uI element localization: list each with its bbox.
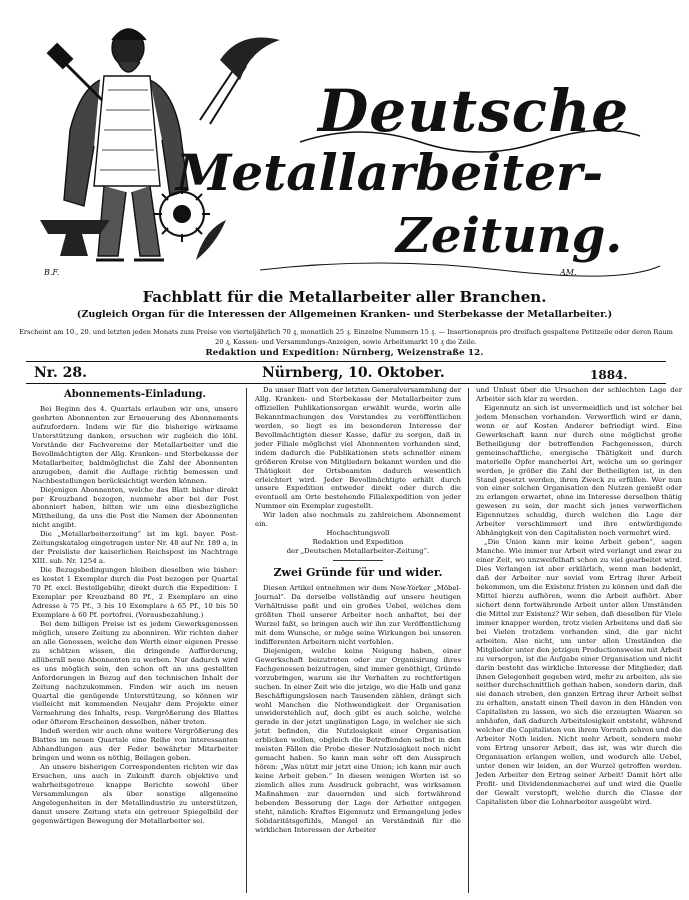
section-divider — [333, 560, 383, 561]
issue-place-date: Nürnberg, 10. Oktober. — [262, 365, 445, 381]
price-info: Erscheint am 10., 20. und letzten jeden Monats zum Preise von vierteljährlich 70 ₰, monatlich 25 ₰. Einzelne Nummern 15 ₰. — Insertionspreis pro dreifach gespaltene Petitzeile oder deren Raum 20 ₰, Kassen- und Versammlungs-Anzeigen, sowie Arbeitsmarkt 10 ₰ die Zeile. — [19, 328, 673, 346]
hammer-icon — [49, 45, 102, 100]
header-rule-bottom — [26, 383, 666, 384]
paragraph: Bei Beginn des 4. Quartals erlauben wir uns, unsere geehrten Abonnenten zur Erneuerung des Abonnements aufzufordern. Indem wir für die bisherige wirksame Unterstützung danken, ersuchen wir zugleich die löbl. Vorstände der Fachvereine der Metallarbeiter und die Bevollmächtigten der Allg. Kranken- und Sterbekasse der Metallarbeiter, baldmöglichst die Zahl der Abonnenten anzugeben, damit die Auflage richtig bemessen und Nachbestellungen berücksichtigt werden können. — [32, 405, 238, 485]
paragraph: „Die Union kann mir keine Arbeit geben“, sagen Manche. Wie immer nur Arbeit wird verlangt und zwar zu einer Zeit, wo unzweifelhaft schon zu viel gearbeitet wird. Dies Verlangen ist aber erklärlich, wenn man bedenkt, daß der Arbeiter nur soviel vom Ertrag ihrer Arbeit bekommen, um die Existenz fristen zu können und daß die Mittel hierzu aufhören, wenn die Arbeit aufhört. Aber sichert denn fortwährende Arbeit unter allen Umständen die Mittel zur Existenz? Wir sehen, daß dieselben für Viele immer knapper werden, trotz vielen Arbeitens und daß sie bei Vielen trotzdem vorhanden sind, die gar nicht arbeiten. Also nicht, um unter allen Umständen die Mitglieder unter den jetzigen Productionsweise mit Arbeit zu versorgen, ist die Aufgabe einer Organisation und nicht darin besteht das wirkliche Interesse der Mitglieder, daß ihnen Gelegenheit gegeben wird, mehr zu arbeiten, als sie seither durchschnittlich gethan haben, sondern darin, daß sie danach streben, den ganzen Ertrag ihrer Arbeit selbst zu erhalten, anstatt einen Theil davon in den Händen von Capitalisten zu lassen, wo sich die erzeugten Waaren so anhäufen, daß dadurch Arbeitslosigkeit entsteht, während welcher die Capitalisten von ihrem Vorrath zehren und die Arbeiter Noth leiden. Nicht mehr Arbeit, sondern mehr vom Ertrag unserer Arbeit, das ist, was wir durch die Organisation erlangen wollen, und wodurch alle Uebel, unter denen wir leiden, an der Wurzel getroffen werden. Jeden Arbeiter den Ertrag seiner Arbeit! Damit hört alle Profit- und Dividendenmacherei auf und wird die Quelle der Gewalt verstopft, welche durch die Classe der Capitalisten über die Lohnarbeiter ausgeübt wird. — [476, 538, 682, 806]
column-2 — [255, 386, 461, 835]
paragraph: Die Bezugsbedingungen bleiben dieselben wie bisher: es kostet 1 Exemplar durch die Post bezogen per Quartal 70 Pf. excl. Bestellgebühr, direkt durch die Expedition: 1 Exemplar per Kreuzband 80 Pf., 2 Exemplare an eine Adresse à 75 Pf., 3 bis 10 Exemplare à 65 Pf., 10 bis 50 Exemplare à 60 Pf. portofrei. (Vorausbezahlung.) — [32, 566, 238, 619]
column-1 — [32, 386, 238, 826]
paragraph: Eigennutz an sich ist unvermeidlich und ist solcher bei jedem Menschen vorhanden. Verwerflich wird er dann, wenn er auf Kosten Anderer befriedigt wird. Eine Gewerkschaft kann nur durch eine möglichst große Betheiligung der betreffenden Fachgenossen, durch gemeinschaftliche, energische Thätigkeit und durch materielle Opfer mancherlei Art, welche um so geringer werden, je größer die Zahl der Betheiligten ist, in den Stand gesetzt werden, ihren Zweck zu erfüllen. Wer nun von einer solchen Organisation den Nutzen genießt oder zu erlangen erwartet, ohne im Interesse derselben thätig gewesen zu sein, der macht sich jenes verwerflichen Eigennutzes schuldig, durch welchen die Lage der Arbeiter verschlimmert und ihre entwürdigende Abhängigkeit von den Capitalisten noch vermehrt wird. — [476, 403, 682, 538]
signature-line-1: Hochachtungsvoll — [326, 529, 390, 538]
masthead-title-line1: Deutsche — [318, 77, 630, 145]
issue-number: Nr. 28. — [34, 365, 87, 381]
masthead — [0, 0, 689, 288]
subtitle: Fachblatt für die Metallarbeiter aller Branchen. — [142, 288, 547, 306]
artist-credit-right: AM. — [560, 268, 577, 277]
paragraph: Indeß werden wir auch ohne weitere Vergrößerung des Blattes im neuen Quartale eine Reihe von interessanten Abhandlungen aus der Feder bewährter Mitarbeiter bringen und wenn es nöthig, Beilagen geben. — [32, 727, 238, 763]
paragraph: Da unser Blatt von der letzten Generalversammlung der Allg. Kranken- und Sterbekasse der Metallarbeiter zum offiziellen Publikationsorgan erwählt wurde, worin alle Bekanntmachungen des Vorstandes zu veröffentlichen werden, so liegt es im besonderen Interesse der Bevollmächtigten dieser Kasse, dafür zu sorgen, daß in jeder Filiale möglichst viel Abonnenten vorhanden sind, indem dadurch die Publikationen stets schneller einem größeren Kreise von Mitgliedern bekannt werden und die Thätigkeit der Ortsbeamten dadurch wesentlich erleichtert wird. Jeder Bevollmächtigte erhält durch unsere Expedition entweder direkt oder durch die eventuell am Orte bestehende Filialexpedition von jeder Nummer ein Exemplar zugestellt. — [255, 386, 461, 511]
paragraph: An unsere bisherigen Correspondenten richten wir das Ersuchen, uns auch in Zukunft durch objektive und wahrheitsgetreue knappe Berichte sowohl über Versammlungen als über sonstige allgemeine Angelegenheiten in der Metallindustrie zu unterstützen, damit unsere Zeitung stets ein getreuer Spiegelbild der gegenwärtigen Bewegung der Metallarbeiter sei. — [32, 763, 238, 825]
paragraph: Wir laden also nochmals zu zahlreichem Abonnement ein. — [255, 511, 461, 529]
column-1-heading: Abonnements-Einladung. — [64, 389, 206, 400]
paragraph: Die „Metallarbeiterzeitung“ ist im kgl. bayer. Post-Zeitungskatalog eingetragen unter Nr. 48 auf Nr. 189 a, in der Preisliste der kaiserlichen Reichspost im Nachtrage XIII. sub. Nr. 1254 a. — [32, 530, 238, 566]
signature-line-3: der „Deutschen Metallarbeiter-Zeitung“. — [286, 547, 430, 556]
column-2-heading: Zwei Gründe für und wider. — [273, 566, 443, 580]
masthead-title-line3: Zeitung. — [396, 208, 623, 264]
paragraph: Diesen Artikel entnehmen wir dem New-Yorker „Möbel-Journal“. Da derselbe vollständig auf unsere heutigen Verhältnisse paßt und ein großes Uebel, welches dem größten Theil unserer Arbeiter noch anhaftet, bei der Wurzel faßt, so bringen auch wir ihn zur Veröffentlichung mit dem Wunsche, er möge seine Wirkungen bei unseren indifferenten Arbeitern nicht verfehlen. — [255, 584, 461, 646]
issue-year: 1884. — [590, 368, 628, 382]
signature-line-2: Redaktion und Expedition — [312, 538, 404, 547]
redaktion-address: Redaktion und Expedition: Nürnberg, Weizenstraße 12. — [205, 348, 484, 358]
column-3 — [476, 386, 682, 807]
subtitle-organ: (Zugleich Organ für die Interessen der Allgemeinen Kranken- und Sterbekasse der Metallarbeiter.) — [76, 309, 613, 320]
column-divider-1 — [246, 388, 247, 893]
paragraph: Diejenigen, welche keine Neigung haben, einer Gewerkschaft beizutreten oder zur Organisirung ihres Fachgenossen beizutragen, sind immer genöthigt, Gründe vorzubringen, warum sie ihr Verhalten zu rechtfertigen suchen. In einer Zeit wie die jetzige, wo die Halb und ganz Beschäftigungslosen nach Tausenden zählen, drängt sich wohl Manchen die Nothwendigkeit der Organisation unwiderstehlich auf, doch gibt es auch solche, welche gerade in der jetzt ungünstigen Lage, in welcher sie sich jetzt befinden, die Nutzlosigkeit einer Organisation erblicken wollen, obgleich die Betreffenden selbst in den meisten Fällen die Probe dieser Nutzlosigkeit noch nicht gemacht haben. So kann man sehr oft den Ausspruch hören: „Was nützt mir jetzt eine Union; ich kann mir auch keine Arbeit geben.“ In diesen wenigen Worten ist so ziemlich alles zum Ausdruck gebracht, was wirksamen Maßnahmen zur dauernden und sich fortwährend hebenden Besserung der Lage der Arbeiter entgegen steht, nämlich: Kraftes Eigennutz und Ermangelung jedes Solidaritätsgefühls, Mangel an Verständniß für die wirklichen Interessen der Arbeiter — [255, 646, 461, 834]
paragraph: Bei dem billigen Preise ist es jedem Gewerksgenossen möglich, unsere Zeitung zu abonniren. Wir richten daher an alle Genossen, welche den Werth einer eigenen Presse zu schätzen wissen, die dringende Aufforderung, allüberall neue Abonnenten zu werben. Nur dadurch wird es uns möglich sein, den schon oft an uns gestellten Anforderungen in Bezug auf den technischen Inhalt der Zeitung nachzukommen. Finden wir auch im neuen Quartal die genügende Unterstützung, so können wir vielleicht mit kommenden Neujahr dem Projekte einer Vermehrung des Inhalts, resp. Vergrößerung des Blattes oder öfterem Erscheinen desselben, näher treten. — [32, 619, 238, 727]
header-rule-top — [26, 361, 666, 362]
paragraph: Diejenigen Abonnenten, welche das Blatt bisher direkt per Kreuzband bezogen, nunmehr aber bei der Post abonniert haben, bitten wir um eine diesbezügliche Mittheilung, da uns die Post die Namen der Abonnenten nicht angibt. — [32, 485, 238, 530]
artist-credit-left: B.F. — [44, 268, 60, 277]
masthead-title-line2: Metallarbeiter- — [176, 143, 604, 202]
column-divider-2 — [468, 388, 469, 893]
paragraph: und Unlust über die Ursachen der schlechten Lage der Arbeiter sich klar zu werden. — [476, 386, 682, 403]
